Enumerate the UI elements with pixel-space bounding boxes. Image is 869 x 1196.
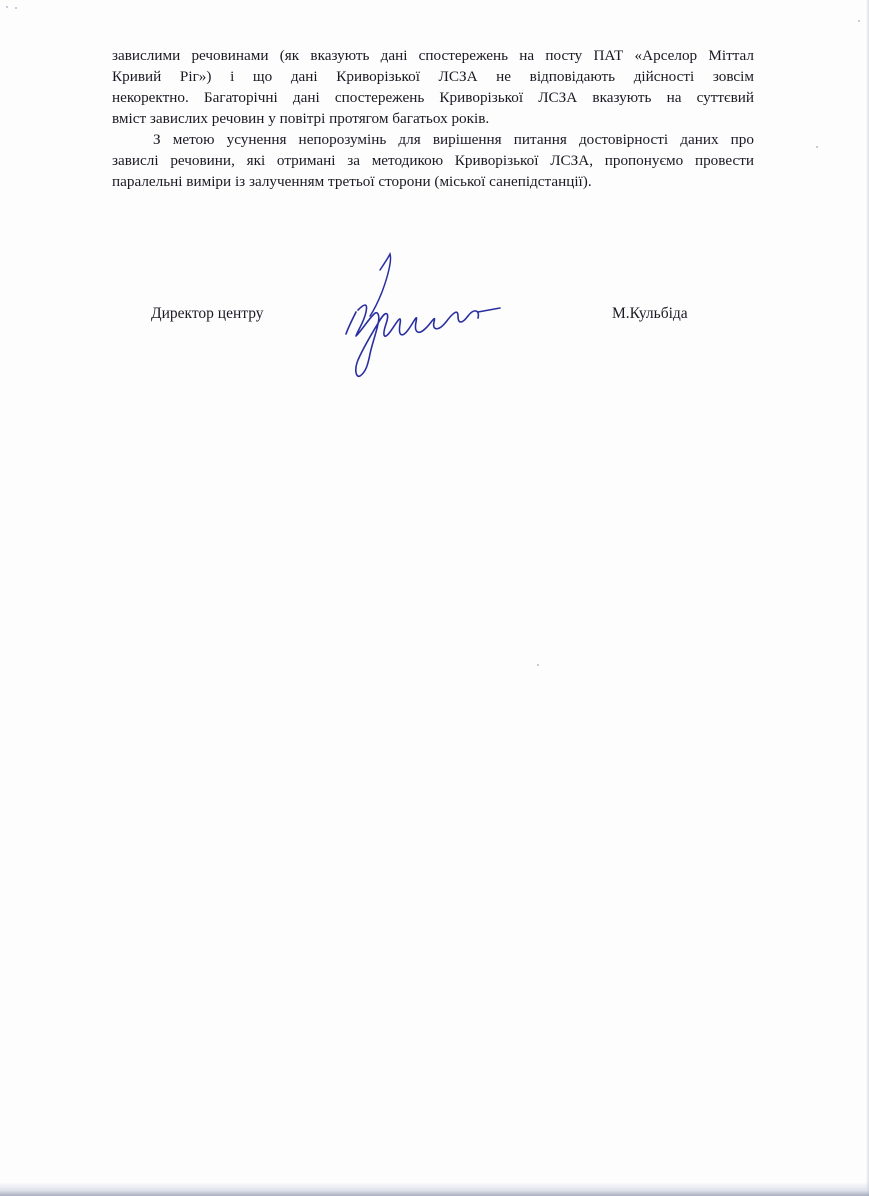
paragraph-1-line-1: завислими речовинами (як вказують дані спостережень на посту ПАТ «Арселор Міттал xyxy=(112,47,754,64)
paragraph-1-line-3: некоректно. Багаторічні дані спостережень Криворізької ЛСЗА вказують на суттєвий xyxy=(112,89,754,106)
paragraph-2-line-2: завислі речовини, які отримані за методикою Криворізької ЛСЗА, пропонуємо провести xyxy=(112,152,754,169)
scan-speck xyxy=(858,20,860,22)
paragraph-2 xyxy=(112,129,754,192)
paragraph-1-line-2: Кривий Ріг») і що дані Криворізької ЛСЗА не відповідають дійсності зовсім xyxy=(112,68,754,85)
letter-body xyxy=(112,45,754,192)
signatory-name: М.Кульбіда xyxy=(612,305,688,322)
paragraph-1 xyxy=(112,45,754,129)
scan-speck xyxy=(6,6,8,8)
handwritten-signature xyxy=(318,250,508,385)
scan-speck xyxy=(537,664,539,666)
paragraph-2-line-1: З метою усунення непорозумінь для вирішення питання достовірності даних про xyxy=(153,131,754,148)
scan-bottom-shadow xyxy=(0,1182,869,1196)
paragraph-1-line-4: вміст завислих речовин у повітрі протягом багатьох років. xyxy=(112,110,490,127)
scan-speck xyxy=(15,7,17,9)
signatory-title: Директор центру xyxy=(151,305,264,322)
paragraph-2-line-3: паралельні виміри із залученням третьої сторони (міської санепідстанції). xyxy=(112,173,592,190)
scan-speck xyxy=(816,146,818,148)
